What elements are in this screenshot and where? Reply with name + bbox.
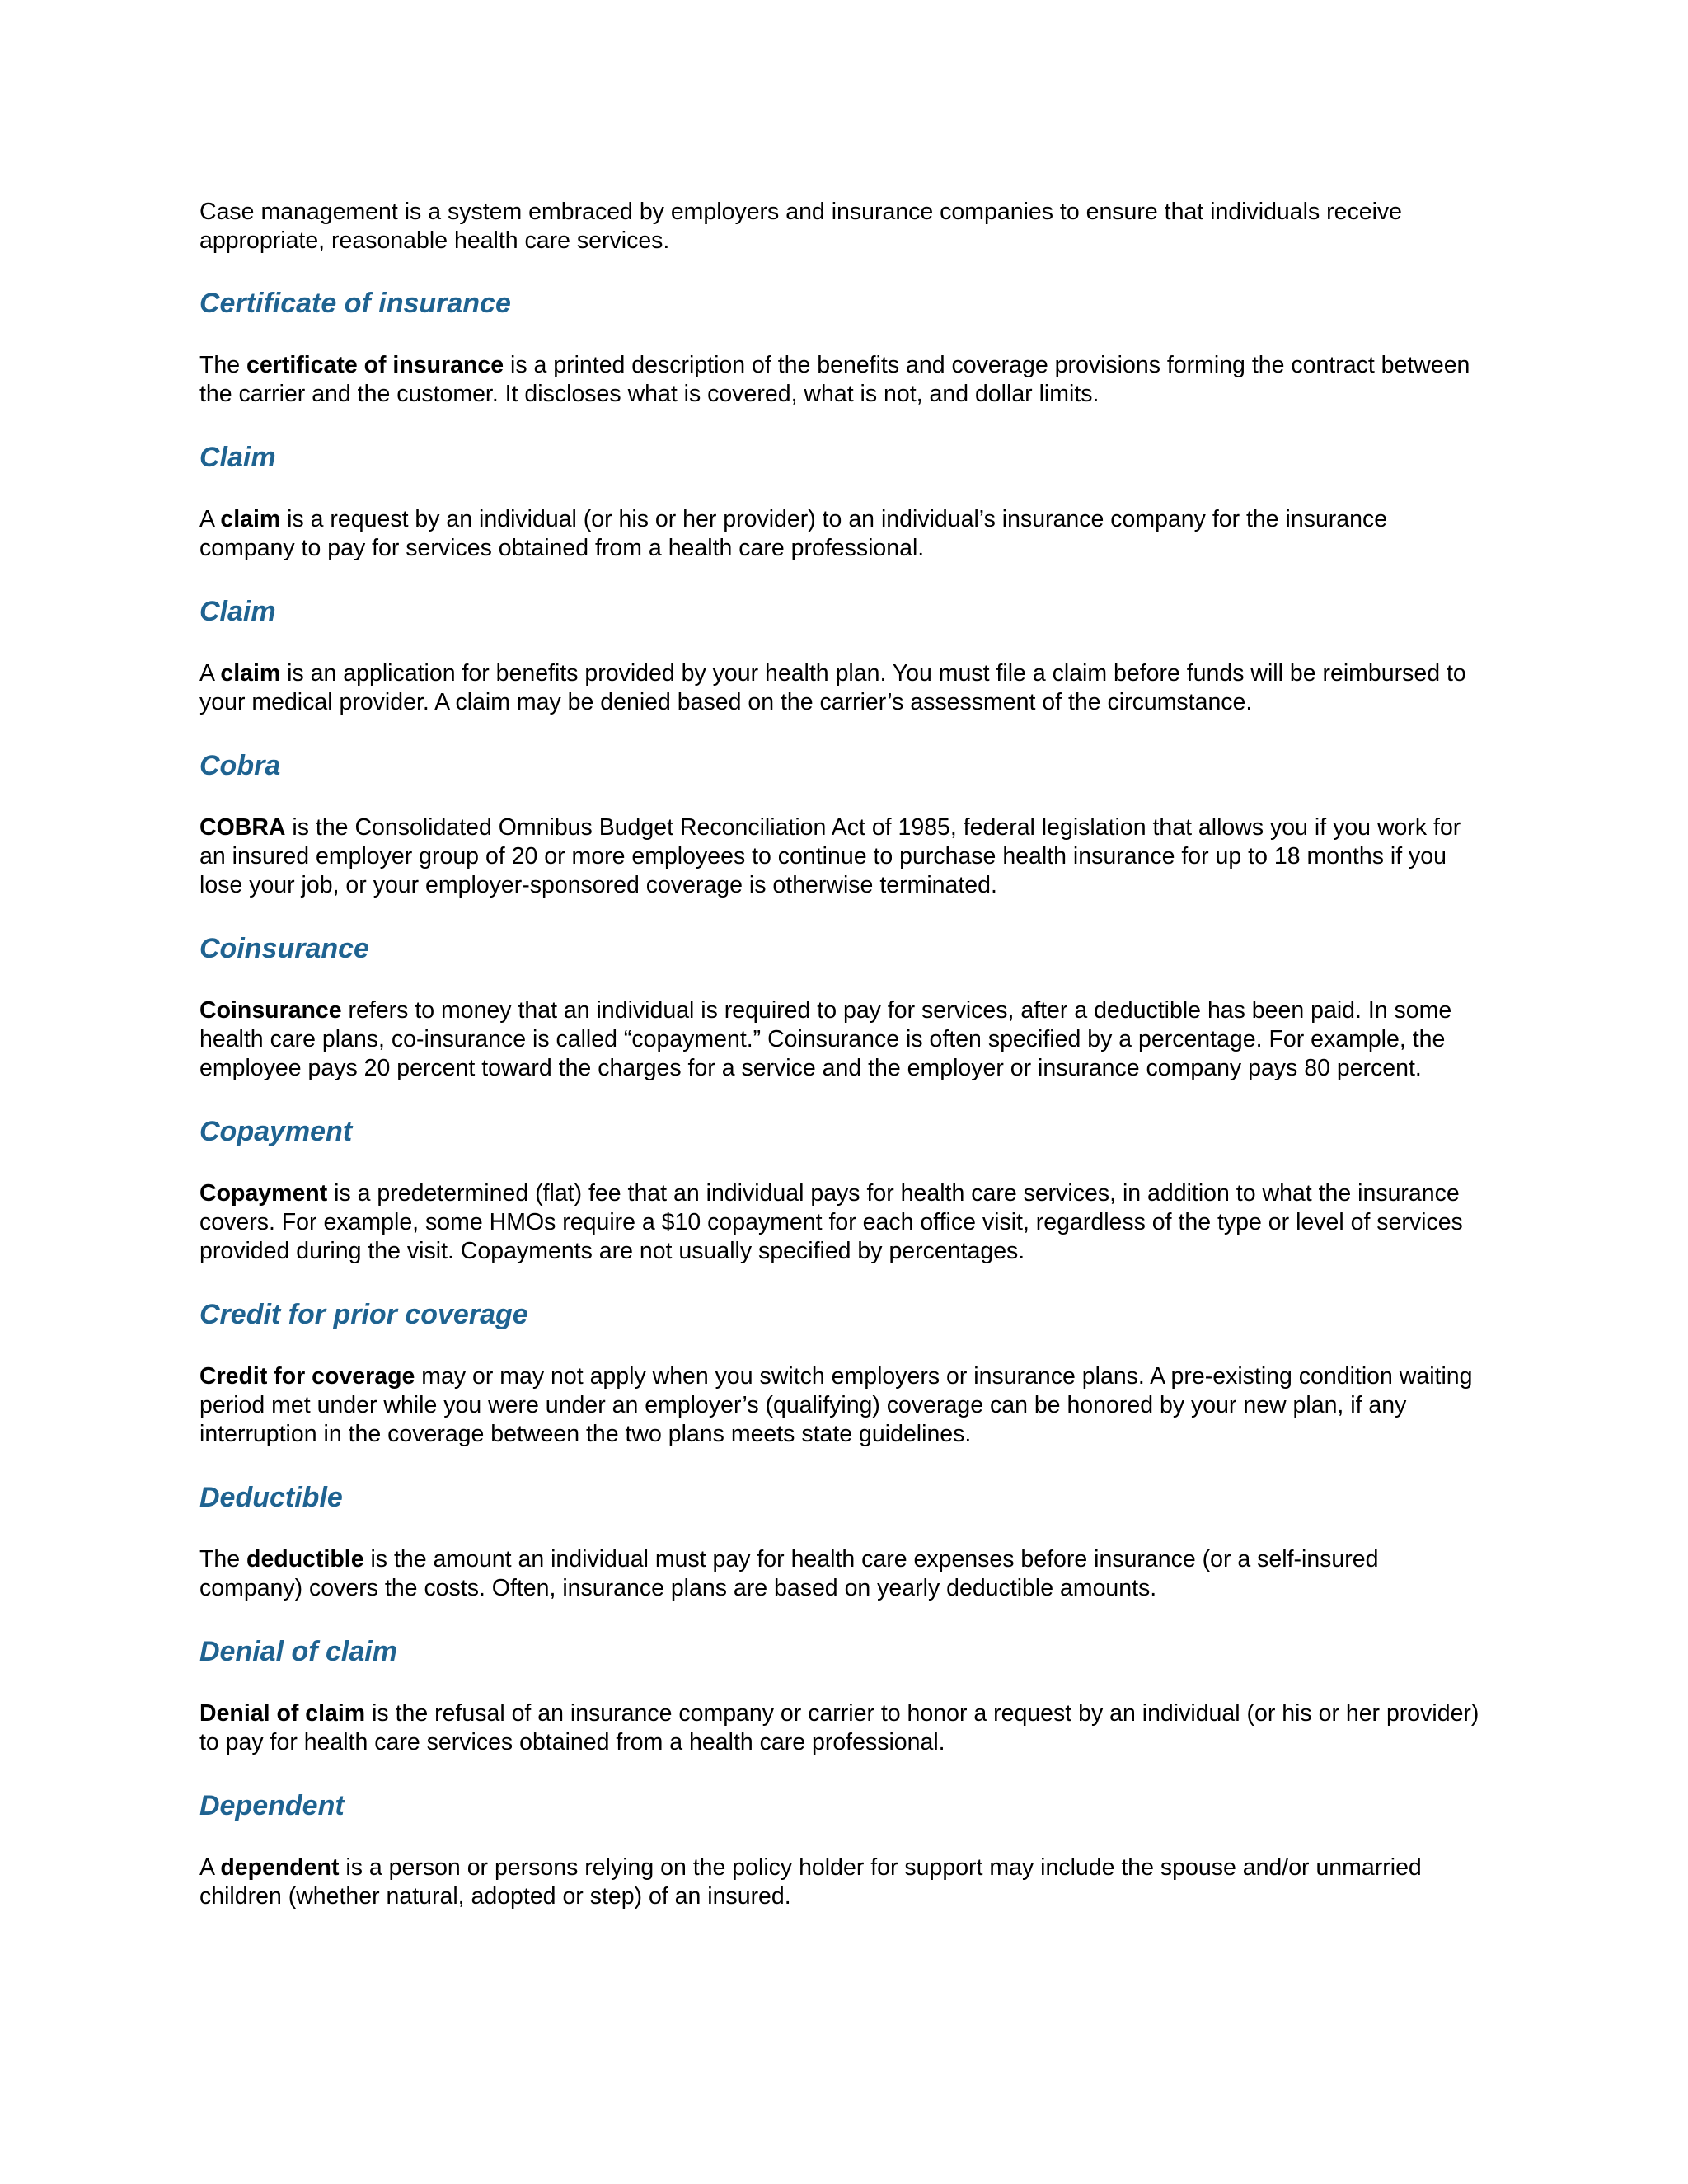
glossary-entry-dependent: [199, 1789, 1485, 1911]
definition-text: is a person or persons relying on the policy holder for support may include the spouse and/or unmarried children (whether natural, adopted or step) of an insured.: [199, 1854, 1422, 1910]
entry-definition: [199, 351, 1485, 409]
entry-definition: [199, 1545, 1485, 1603]
definition-text: may or may not apply when you switch employers or insurance plans. A pre-existing condition waiting period met under while you were under an employer’s (qualifying) coverage can be honored by your new plan, if any interruption in the coverage between the two plans meets state guidelines.: [199, 1363, 1473, 1447]
definition-term: certificate of insurance: [246, 352, 504, 378]
definition-term: Credit for coverage: [199, 1363, 415, 1390]
definition-term: claim: [220, 660, 281, 687]
definition-text: is a printed description of the benefits and coverage provisions forming the contract between the carrier and the customer. It discloses what is covered, what is not, and dollar limits.: [199, 352, 1470, 407]
definition-term: Denial of claim: [199, 1700, 366, 1727]
definition-lead: The: [199, 352, 247, 378]
glossary-entry-cobra: [199, 749, 1485, 900]
entry-title: Deductible: [199, 1482, 343, 1513]
entry-title: Claim: [199, 596, 276, 627]
definition-lead: A: [199, 660, 221, 687]
entry-title: Coinsurance: [199, 933, 369, 964]
entry-definition: [199, 1699, 1485, 1757]
definition-text: is the Consolidated Omnibus Budget Reconciliation Act of 1985, federal legislation that allows you if you work for an insured employer group of 20 or more employees to continue to purchase health insurance for up to 18 months if you lose your job, or your employer-sponsored coverage is otherwise terminated.: [199, 814, 1461, 898]
entry-definition: [199, 1362, 1485, 1449]
glossary-entry-denial-of-claim: [199, 1635, 1485, 1757]
definition-text: is a request by an individual (or his or her provider) to an individual’s insurance company for the insurance company to pay for services obtained from a health care professional.: [199, 506, 1388, 561]
glossary-entry-claim-2: [199, 595, 1485, 717]
definition-text: is the amount an individual must pay for health care expenses before insurance (or a self-insured company) covers the costs. Often, insurance plans are based on yearly deductible amounts.: [199, 1546, 1379, 1601]
definition-term: claim: [220, 506, 281, 532]
intro-paragraph: Case management is a system embraced by employers and insurance companies to ensure that individuals receive appropriate, reasonable health care services.: [199, 199, 1402, 254]
entry-definition: [199, 813, 1485, 900]
entry-title: Dependent: [199, 1790, 345, 1821]
entry-definition: [199, 505, 1485, 563]
glossary-entry-copayment: [199, 1115, 1485, 1266]
definition-lead: The: [199, 1546, 247, 1572]
entry-definition: [199, 1179, 1485, 1266]
glossary-entry-claim: [199, 441, 1485, 563]
entry-title: Cobra: [199, 750, 281, 781]
glossary-entry-coinsurance: [199, 932, 1485, 1083]
glossary-entry-deductible: [199, 1481, 1485, 1603]
definition-term: Coinsurance: [199, 997, 342, 1024]
entry-title: Credit for prior coverage: [199, 1299, 528, 1330]
definition-term: COBRA: [199, 814, 286, 841]
definition-term: dependent: [220, 1854, 340, 1881]
entry-definition: [199, 996, 1485, 1083]
entry-title: Copayment: [199, 1116, 353, 1147]
glossary-entry-certificate-of-insurance: [199, 287, 1485, 409]
definition-term: deductible: [246, 1546, 364, 1572]
entry-title: Denial of claim: [199, 1636, 397, 1667]
definition-text: is an application for benefits provided by your health plan. You must file a claim before funds will be reimbursed to your medical provider. A claim may be denied based on the carrier’s assessment of the circumstance.: [199, 660, 1466, 715]
entry-title: Certificate of insurance: [199, 288, 511, 319]
document-page: [199, 198, 1485, 1943]
definition-lead: A: [199, 506, 221, 532]
definition-lead: A: [199, 1854, 221, 1881]
entry-title: Claim: [199, 442, 276, 473]
definition-text: is the refusal of an insurance company or carrier to honor a request by an individual (or his or her provider) to pay for health care services obtained from a health care professional.: [199, 1700, 1479, 1755]
definition-text: is a predetermined (flat) fee that an individual pays for health care services, in addition to what the insurance covers. For example, some HMOs require a $10 copayment for each office visit, regardless of the type or level of services provided during the visit. Copayments are not usually specified by percentages.: [199, 1180, 1463, 1264]
definition-text: refers to money that an individual is required to pay for services, after a deductible has been paid. In some health care plans, co-insurance is called “copayment.” Coinsurance is often specified by a percentage. For example, the employee pays 20 percent toward the charges for a service and the employer or insurance company pays 80 percent.: [199, 997, 1452, 1081]
entry-definition: [199, 1854, 1485, 1911]
glossary-entry-credit-for-prior-coverage: [199, 1298, 1485, 1449]
entry-definition: [199, 659, 1485, 717]
definition-term: Copayment: [199, 1180, 328, 1207]
